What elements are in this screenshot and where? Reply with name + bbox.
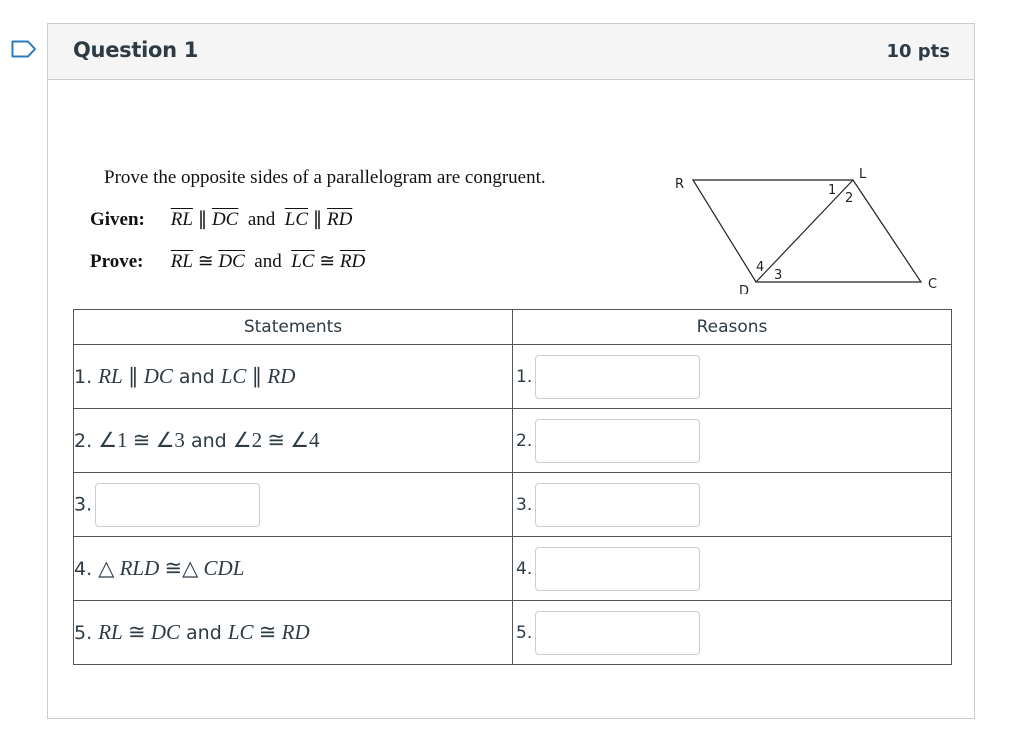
given-label: Given: — [90, 209, 145, 230]
statement-1-seg-rd: RD — [267, 364, 296, 388]
reason-num-4: 4. — [516, 558, 533, 579]
prove-rel2: ≅ — [319, 251, 336, 272]
given-statement — [90, 208, 352, 231]
statement-cell-2 — [74, 409, 513, 473]
table-row — [74, 409, 952, 473]
reason-num-2: 2. — [516, 430, 533, 451]
reason-cell-3 — [513, 473, 952, 537]
reason-num-1: 1. — [516, 366, 533, 387]
question-header — [48, 24, 974, 80]
given-seg-a: $\overline{RL}$ — [170, 209, 193, 230]
statement-1-seg-dc: DC — [143, 364, 173, 388]
prove-seg-a: $\overline{RL}$ — [170, 251, 193, 272]
reason-4-dropdown[interactable] — [535, 547, 700, 591]
statement-num-5: 5. — [74, 622, 93, 644]
statement-4-cdl: CDL — [203, 556, 245, 580]
given-seg-b: $\overline{DC}$ — [211, 209, 239, 230]
problem-instruction: Prove the opposite sides of a parallelogram are congruent. — [104, 167, 546, 188]
reason-num-3: 3. — [516, 494, 533, 515]
reason-1-dropdown[interactable] — [535, 355, 700, 399]
statement-5-seg-dc: DC — [150, 620, 180, 644]
angle-label-4: 4 — [756, 260, 765, 275]
statement-5-rel2: ≅ — [253, 620, 282, 644]
given-rel1: ∥ — [197, 209, 208, 230]
statement-num-4: 4. — [74, 558, 93, 580]
vertex-label-r: R — [675, 177, 685, 192]
table-row — [74, 537, 952, 601]
prove-seg-d: $\overline{RD}$ — [339, 251, 366, 272]
statement-2-and: and — [184, 430, 233, 452]
statement-num-2: 2. — [74, 430, 93, 452]
statement-1-seg-lc: LC — [220, 364, 247, 388]
question-title: Question 1 — [73, 38, 199, 62]
statement-4-rld: RLD — [119, 556, 160, 580]
statement-5-seg-rl: RL — [98, 620, 123, 644]
question-card — [47, 23, 975, 719]
statement-5-and: and — [180, 622, 228, 644]
statement-cell-1 — [74, 345, 513, 409]
proof-table-header-row — [74, 310, 952, 345]
statement-cell-5 — [74, 601, 513, 665]
statement-1-rel2: ∥ — [246, 364, 268, 388]
reason-cell-2 — [513, 409, 952, 473]
prove-and: and — [254, 251, 282, 272]
prove-label: Prove: — [90, 251, 144, 272]
given-seg-d: $\overline{RD}$ — [327, 209, 353, 230]
reason-2-dropdown[interactable] — [535, 419, 700, 463]
statement-4-cong-triangle: ≅△ — [159, 556, 204, 580]
statements-header: Statements — [74, 310, 513, 345]
statement-5-seg-rd: RD — [281, 620, 310, 644]
bookmark-flag-icon[interactable] — [11, 40, 37, 58]
statement-2-angles-b: ∠2 ≅ ∠4 — [232, 428, 320, 452]
statement-num-1: 1. — [74, 366, 93, 388]
angle-label-1: 1 — [828, 183, 837, 198]
table-row — [74, 345, 952, 409]
statement-5-rel1: ≅ — [122, 620, 151, 644]
prove-seg-c: $\overline{LC}$ — [291, 251, 315, 272]
vertex-label-d: D — [739, 284, 750, 294]
proof-table — [73, 309, 952, 665]
statement-1-and: and — [172, 366, 221, 388]
statement-1-rel1: ∥ — [122, 364, 144, 388]
given-and: and — [247, 209, 276, 230]
statement-num-3: 3. — [74, 493, 93, 515]
given-seg-c: $\overline{LC}$ — [284, 209, 309, 230]
given-rel2: ∥ — [312, 209, 323, 230]
statement-1-seg-rl: RL — [98, 364, 123, 388]
table-row — [74, 473, 952, 537]
table-row — [74, 601, 952, 665]
reason-5-dropdown[interactable] — [535, 611, 700, 655]
prove-seg-b: $\overline{DC}$ — [218, 251, 245, 272]
angle-label-3: 3 — [774, 268, 783, 283]
parallelogram-figure — [666, 164, 956, 294]
diagonal-ld — [756, 180, 853, 282]
reason-num-5: 5. — [516, 622, 533, 643]
angle-label-2: 2 — [845, 191, 854, 206]
reasons-header: Reasons — [513, 310, 952, 345]
reason-cell-1 — [513, 345, 952, 409]
prove-statement — [90, 250, 365, 273]
statement-cell-3 — [74, 473, 513, 537]
statement-2-angles-a: ∠1 ≅ ∠3 — [98, 428, 185, 452]
question-points: 10 pts — [886, 41, 950, 62]
statement-4-triangle-a: △ — [98, 556, 120, 580]
reason-3-dropdown[interactable] — [535, 483, 700, 527]
parallelogram-outline — [693, 180, 921, 282]
reason-cell-5 — [513, 601, 952, 665]
statement-cell-4 — [74, 537, 513, 601]
reason-cell-4 — [513, 537, 952, 601]
statement-3-dropdown[interactable] — [95, 483, 260, 527]
prove-rel1: ≅ — [197, 251, 214, 272]
vertex-label-l: L — [859, 167, 867, 182]
statement-5-seg-lc: LC — [227, 620, 254, 644]
vertex-label-c: C — [928, 277, 938, 292]
